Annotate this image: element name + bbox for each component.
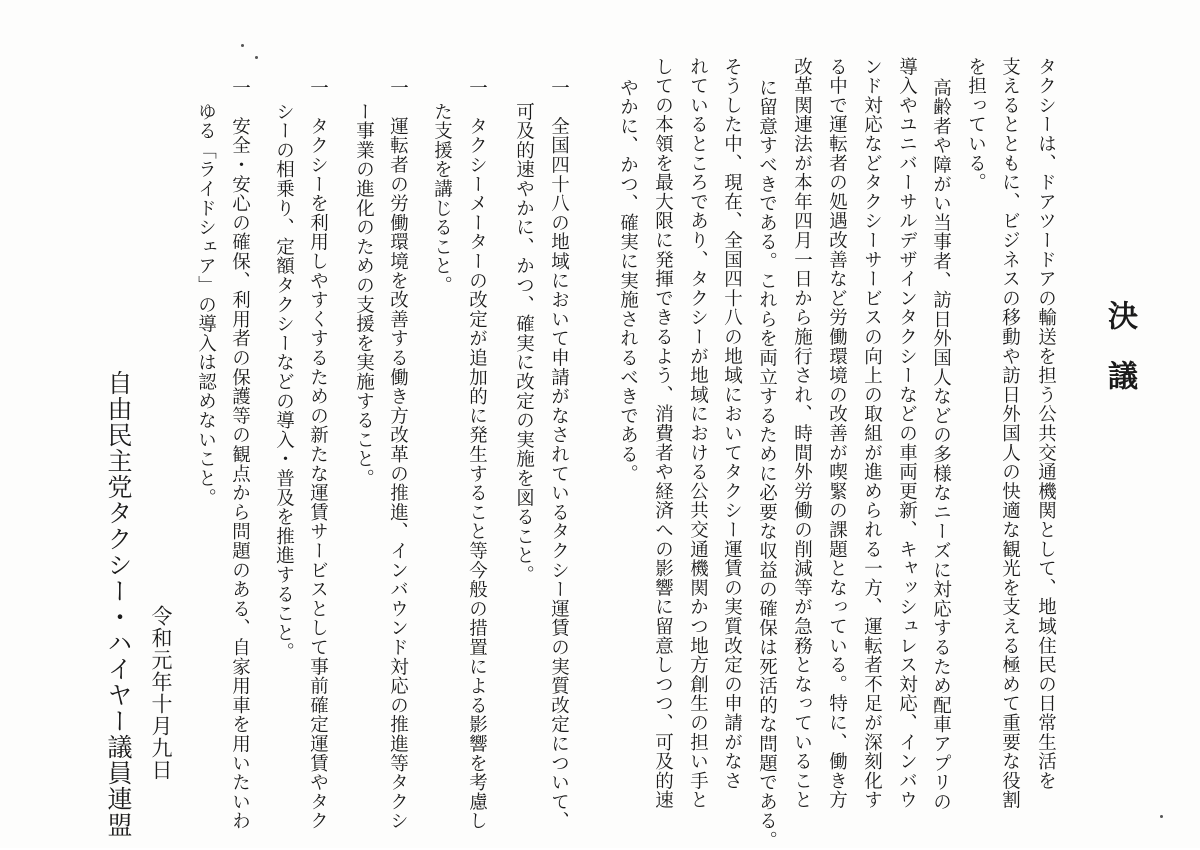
resolution-item-line: ー事業の進化のための支援を実施すること。 bbox=[353, 102, 375, 488]
body-line: しての本領を最大限に発揮できるよう、消費者や経済への影響に留意しつつ、可及的速 bbox=[652, 57, 674, 810]
resolution-item-line: 可及的速やかに、かつ、確実に改定の実施を図ること。 bbox=[513, 102, 535, 585]
date: 令和元年十月九日 bbox=[149, 605, 173, 781]
body-line: れているところであり、タクシーが地域における公共交通機関かつ地方創生の担い手と bbox=[687, 57, 709, 810]
resolution-item-line: シーの相乗り、定額タクシーなどの導入・普及を推進すること。 bbox=[273, 102, 295, 662]
resolution-item-line: た支援を講じること。 bbox=[431, 102, 453, 295]
body-line: タクシーは、ドアツードアの輸送を担う公共交通機関として、地域住民の日常生活を bbox=[1035, 57, 1057, 791]
resolution-item-line: 一 安全・安心の確保、利用者の保護等の観点から問題のある、自家用車を用いたいわ bbox=[229, 78, 251, 831]
scan-speck bbox=[241, 44, 244, 47]
body-line: 高齢者や障がい当事者、訪日外国人などの多様なニーズに対応するため配車アプリの bbox=[930, 78, 952, 812]
resolution-item-line: 一 全国四十八の地域において申請がなされているタクシー運賃の実質改定について、 bbox=[548, 78, 570, 831]
scan-speck bbox=[1160, 815, 1163, 818]
scan-speck bbox=[255, 56, 258, 59]
body-line: ンド対応などタクシーサービスの向上の取組が進められる一方、運転者不足が深刻化す bbox=[861, 57, 883, 810]
signatory: 自由民主党タクシー・ハイヤー議員連盟 bbox=[104, 370, 133, 838]
body-line: 導入やユニバーサルデザインタクシーなどの車両更新、キャッシュレス対応、インバウ bbox=[896, 57, 918, 810]
body-line: 支えるとともに、ビジネスの移動や訪日外国人の快適な観光を支える極めて重要な役割 bbox=[999, 57, 1021, 810]
body-line: に留意すべきである。これらを両立するために必要な収益の確保は死活的な問題である。 bbox=[756, 78, 778, 850]
body-line: やかに、かつ、確実に実施されるべきである。 bbox=[617, 78, 639, 484]
body-line: る中で運転者の処遇改善など労働環境の改善が喫緊の課題となっている。特に、働き方 bbox=[826, 57, 848, 810]
resolution-item-line: ゆる「ライドシェア」の導入は認めないこと。 bbox=[195, 102, 217, 508]
body-line: 改革関連法が本年四月一日から施行され、時間外労働の削減等が急務となっていること bbox=[791, 57, 813, 810]
resolution-item-line: 一 タクシーメーターの改定が追加的に発生すること等今般の措置による影響を考慮し bbox=[466, 78, 488, 831]
resolution-item-line: 一 タクシーを利用しやすくするための新たな運賃サービスとして事前確定運賃やタク bbox=[307, 78, 329, 831]
body-line: そうした中、現在、全国四十八の地域においてタクシー運賃の実質改定の申請がなさ bbox=[721, 57, 743, 791]
resolution-item-line: 一 運転者の労働環境を改善する働き方改革の推進、インバウンド対応の推進等タクシ bbox=[387, 78, 409, 831]
document-title: 決議 bbox=[1102, 300, 1137, 420]
body-line: を担っている。 bbox=[965, 57, 987, 193]
